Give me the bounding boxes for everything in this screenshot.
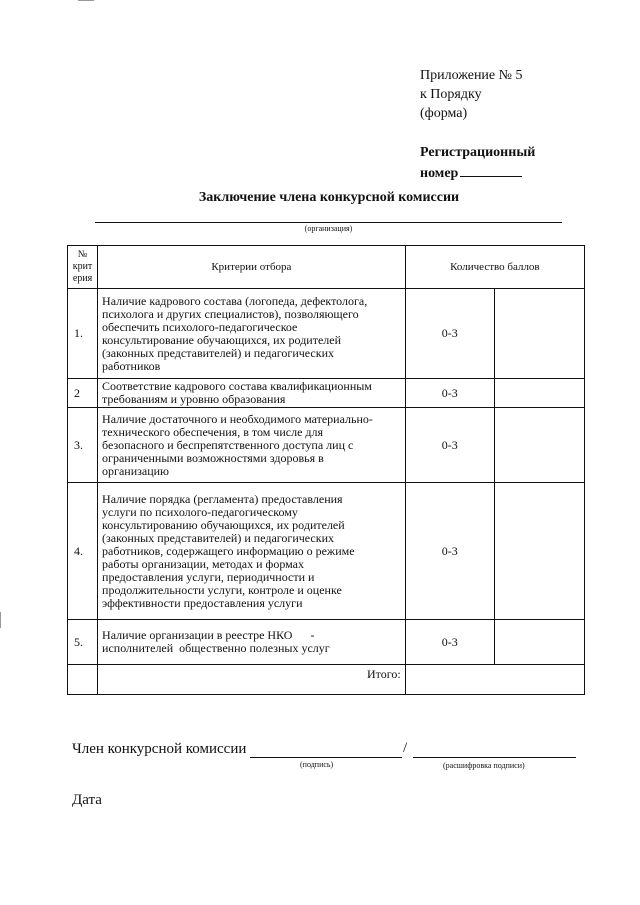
row-score-range: 0-3 [405, 408, 494, 483]
row-criterion: Соответствие кадрового состава квалификационным требованиям и уровню образования [98, 379, 406, 408]
row-score-range: 0-3 [405, 483, 494, 620]
row-score-entry[interactable] [494, 379, 584, 408]
row-score-range: 0-3 [405, 620, 494, 665]
total-empty-cell [68, 665, 98, 695]
row-number: 5. [68, 620, 98, 665]
decoding-caption: (расшифровка подписи) [443, 761, 525, 770]
row-criterion: Наличие организации в реестре НКО - исполнителей общественно полезных услуг [98, 620, 406, 665]
signature-caption: (подпись) [300, 760, 334, 769]
row-score-entry[interactable] [494, 289, 584, 379]
scan-edge-mark [0, 612, 1, 628]
row-score-entry[interactable] [494, 408, 584, 483]
document-title: Заключение члена конкурсной комиссии [198, 190, 460, 205]
registration-number-block [420, 143, 535, 183]
table-row [68, 620, 585, 665]
date-label: Дата [72, 792, 102, 808]
row-number: 4. [68, 483, 98, 620]
registration-number-field[interactable] [460, 162, 522, 177]
total-score-entry[interactable] [405, 665, 584, 695]
signature-decoding-field[interactable] [413, 757, 576, 758]
row-criterion: Наличие достаточного и необходимого материально- технического обеспечения, в том числе для безопасного и беспрепятственного доступа лиц с ограниченными возможностями здоровья в организацию [98, 408, 406, 483]
criteria-table [67, 245, 585, 695]
appendix-header [420, 66, 523, 123]
row-score-entry[interactable] [494, 483, 584, 620]
header-number: № крит ерия [68, 246, 98, 289]
table-row [68, 483, 585, 620]
row-criterion: Наличие кадрового состава (логопеда, дефектолога, психолога и других специалистов), позволяющего обеспечить психолого-педагогическое консультирование обучающихся, их родителей (законных представителей) и педагогических работников [98, 289, 406, 379]
table-row [68, 379, 585, 408]
table-total-row [68, 665, 585, 695]
row-number: 1. [68, 289, 98, 379]
row-score-range: 0-3 [405, 289, 494, 379]
appendix-number: Приложение № 5 [420, 68, 523, 83]
row-score-entry[interactable] [494, 620, 584, 665]
appendix-reference: к Порядку [420, 87, 482, 102]
table-row [68, 408, 585, 483]
signature-separator: / [403, 740, 408, 756]
table-header-row [68, 246, 585, 289]
member-label: Член конкурсной комиссии [72, 741, 247, 757]
registration-label: Регистрационный [420, 145, 536, 160]
scan-edge-mark [78, 0, 94, 1]
appendix-form-label: (форма) [420, 106, 468, 121]
row-number: 2 [68, 379, 98, 408]
header-criteria: Критерии отбора [98, 246, 406, 289]
total-label: Итого: [98, 665, 406, 695]
row-criterion: Наличие порядка (регламента) предоставления услуги по психолого-педагогическому консультированию обучающихся, их родителей (законных представителей) и педагогических работников, содержащего информацию о режиме работы организации, методах и формах предоставления услуги, периодичности и продолжительности услуги, контроле и оценке эффективности предоставления услуги [98, 483, 406, 620]
table-row [68, 289, 585, 379]
row-number: 3. [68, 408, 98, 483]
header-score: Количество баллов [405, 246, 584, 289]
signature-field[interactable] [250, 757, 402, 758]
row-score-range: 0-3 [405, 379, 494, 408]
registration-number-label: номер [420, 166, 459, 181]
organization-caption: (организация) [304, 224, 353, 233]
organization-field[interactable] [95, 222, 562, 223]
